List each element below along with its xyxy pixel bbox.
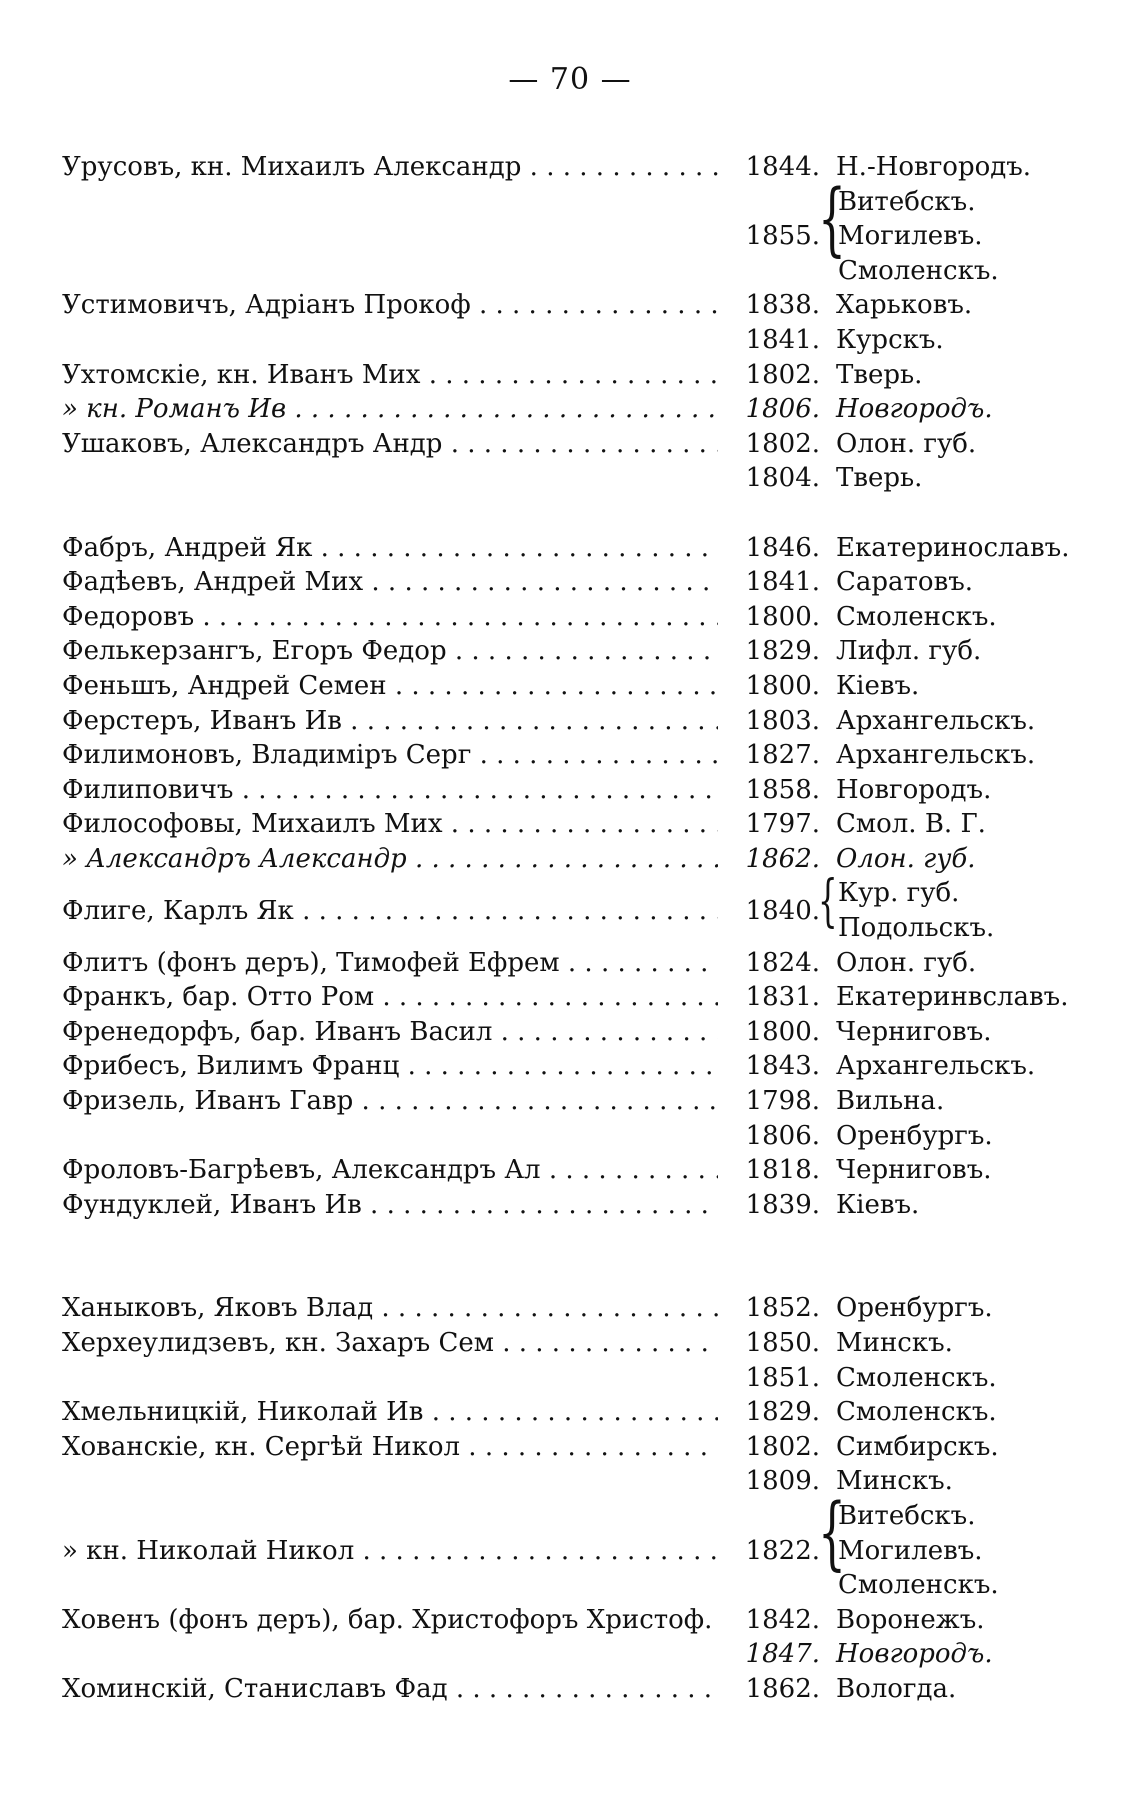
register-entry: [0, 773, 1140, 808]
entry-year: 1847.: [745, 1639, 820, 1670]
entry-name: Ухтомскіе, кн. Иванъ Мих . . .: [62, 358, 718, 393]
entry-place: Архангельскъ.: [836, 740, 1036, 771]
entry-year: 1800.: [745, 601, 820, 632]
entry-place: Саратовъ.: [836, 567, 974, 598]
register-entry: [0, 634, 1140, 669]
entry-place: Симбирскъ.: [836, 1431, 999, 1462]
entry-year: 1824.: [745, 947, 820, 978]
entry-name: Урусовъ, кн. Михаилъ Александр . . .: [62, 150, 718, 185]
entry-name: » кн. Романъ Ив . . .: [62, 392, 718, 427]
register-entry: [0, 427, 1140, 462]
entry-name: Хмельницкій, Николай Ив . . .: [62, 1395, 718, 1430]
entry-place: Черниговъ.: [836, 1155, 992, 1186]
register-entry: [0, 946, 1140, 981]
register-entry: [0, 1188, 1140, 1223]
entry-place: Архангельскъ.: [836, 705, 1036, 736]
entry-place: Смоленскъ.: [838, 255, 999, 286]
entry-place: Харьковъ.: [836, 290, 973, 321]
entry-place: Оренбургъ.: [836, 1120, 993, 1151]
entry-name: Фрибесъ, Вилимъ Франц . . .: [62, 1049, 718, 1084]
register-entry: [0, 171, 1140, 289]
register-entry: [0, 1015, 1140, 1050]
entry-year: 1797.: [745, 809, 820, 840]
entry-year: 1862.: [745, 1673, 820, 1704]
entry-year: 1831.: [745, 982, 820, 1013]
entry-year: 1841.: [745, 567, 820, 598]
entry-year: 1827.: [745, 740, 820, 771]
register-entry: [0, 323, 1140, 358]
entry-places: [838, 1499, 999, 1603]
entry-place: Могилевъ.: [838, 221, 983, 252]
entry-name: Фризель, Иванъ Гавр . . .: [62, 1084, 718, 1119]
register-entry: [0, 869, 1140, 945]
entry-place: Архангельскъ.: [836, 1051, 1036, 1082]
entry-year: 1846.: [745, 532, 820, 563]
entry-places: [838, 876, 994, 945]
register-entry: [0, 358, 1140, 393]
register-entry: [0, 392, 1140, 427]
register-entry: [0, 1361, 1140, 1396]
entry-place: Екатеринославъ.: [836, 532, 1070, 563]
entry-place: Смоленскъ.: [836, 601, 997, 632]
entry-place: Минскъ.: [836, 1328, 953, 1359]
register-entry: [0, 150, 1140, 185]
entry-place: Олон. губ.: [836, 428, 977, 459]
entry-place: Черниговъ.: [836, 1016, 992, 1047]
entry-place: Витебскъ.: [838, 1500, 976, 1531]
entry-year: 1802.: [745, 1431, 820, 1462]
entry-place: Могилевъ.: [838, 1535, 983, 1566]
entry-name: Филимоновъ, Владиміръ Серг . . .: [62, 738, 718, 773]
register-entry: [0, 1291, 1140, 1326]
entry-name: Фундуклей, Иванъ Ив . . .: [62, 1188, 718, 1223]
entry-name: Ушаковъ, Александръ Андр . . .: [62, 427, 718, 462]
entry-name: Хоминскій, Станиславъ Фад . . .: [62, 1672, 718, 1707]
entry-name: Фабръ, Андрей Як . . .: [62, 531, 718, 566]
section-gap: [0, 1222, 1140, 1291]
entry-year: 1809.: [745, 1466, 820, 1497]
register-entry: [0, 1326, 1140, 1361]
entry-place: Оренбургъ.: [836, 1293, 993, 1324]
entry-place: Смол. В. Г.: [836, 809, 986, 840]
entry-year: 1852.: [745, 1293, 820, 1324]
entry-place: Кіевъ.: [836, 1189, 920, 1220]
entry-name: Философовы, Михаилъ Мих . . .: [62, 807, 718, 842]
entry-year: 1842.: [745, 1604, 820, 1635]
entry-place: Вильна.: [836, 1086, 945, 1117]
register-entry: [0, 1119, 1140, 1154]
entry-name: Филиповичъ . . .: [62, 773, 718, 808]
entry-year: 1803.: [745, 705, 820, 736]
register-entry: [0, 1485, 1140, 1603]
register-entry: [0, 807, 1140, 842]
entry-name: Хованскіе, кн. Сергѣй Никол . . .: [62, 1430, 718, 1465]
entry-year: 1806.: [745, 394, 820, 425]
entry-place: Новгородъ.: [836, 394, 993, 425]
entry-name: Устимовичъ, Адріанъ Прокоф . . .: [62, 288, 718, 323]
entry-name: Флитъ (фонъ деръ), Тимофей Ефрем . . .: [62, 946, 718, 981]
entry-name: Френедорфъ, бар. Иванъ Васил . . .: [62, 1015, 718, 1050]
register-entry: [0, 600, 1140, 635]
entry-name: » Александръ Александр . . .: [62, 842, 718, 877]
register-entry: [0, 1637, 1140, 1672]
entry-year: 1862.: [745, 843, 820, 874]
register-entry: [0, 1049, 1140, 1084]
entry-year: 1798.: [745, 1086, 820, 1117]
entry-name: Ферстеръ, Иванъ Ив . . .: [62, 704, 718, 739]
register-entry: [0, 980, 1140, 1015]
entry-place: Н.-Новгородъ.: [836, 152, 1032, 182]
entry-place: Олон. губ.: [836, 947, 977, 978]
entry-year: 1855.: [745, 221, 820, 252]
entry-place: Кур. губ.: [838, 878, 960, 909]
entry-year: 1839.: [745, 1189, 820, 1220]
entry-place: Екатеринвславъ.: [836, 982, 1069, 1013]
entry-name: Фелькерзангъ, Егоръ Федор . . .: [62, 634, 718, 669]
entry-place: Подольскъ.: [838, 913, 995, 944]
entry-year: 1841.: [745, 324, 820, 355]
section-gap: [0, 496, 1140, 531]
entry-name: Флиге, Карлъ Як . . .: [62, 894, 718, 929]
entry-name: Федоровъ . . .: [62, 600, 718, 635]
entry-year: 1822.: [745, 1535, 820, 1566]
entry-name: Фадѣевъ, Андрей Мих . . .: [62, 565, 718, 600]
entry-year: 1818.: [745, 1155, 820, 1186]
entry-year: 1829.: [745, 1397, 820, 1428]
register-entry: [0, 738, 1140, 773]
entry-place: Тверь.: [836, 359, 923, 390]
entry-year: 1851.: [745, 1362, 820, 1393]
register-entry: [0, 565, 1140, 600]
entry-name: » кн. Николай Никол . . .: [62, 1534, 718, 1569]
entry-places: [838, 185, 999, 289]
entry-year: 1802.: [745, 428, 820, 459]
register-entry: [0, 288, 1140, 323]
entry-year: 1850.: [745, 1328, 820, 1359]
entry-name: Феньшъ, Андрей Семен . . .: [62, 669, 718, 704]
register-entry: [0, 1464, 1140, 1499]
register-entry: [0, 1672, 1140, 1707]
brace-icon: {: [818, 869, 838, 935]
entry-name: Ханыковъ, Яковъ Влад . . .: [62, 1291, 718, 1326]
entry-year: 1838.: [745, 290, 820, 321]
brace-icon: {: [818, 1485, 846, 1579]
page-number: — 70 —: [508, 62, 632, 97]
entry-place: Тверь.: [836, 463, 923, 494]
entry-place: Витебскъ.: [838, 186, 976, 217]
register-entry: [0, 704, 1140, 739]
entry-place: Олон. губ.: [836, 843, 976, 874]
register-entry: [0, 842, 1140, 877]
entry-place: Кіевъ.: [836, 670, 920, 701]
entry-year: 1843.: [745, 1051, 820, 1082]
register-entry: [0, 1084, 1140, 1119]
entry-place: Курскъ.: [836, 324, 944, 355]
entry-year: 1840.: [745, 895, 820, 926]
register-entry: [0, 531, 1140, 566]
entry-year: 1800.: [745, 1016, 820, 1047]
register-entry: [0, 1395, 1140, 1430]
entry-year: 1802.: [745, 359, 820, 390]
brace-icon: {: [818, 171, 846, 265]
register-entries: [0, 150, 1140, 1707]
entry-place: Смоленскъ.: [836, 1397, 997, 1428]
entry-place: Смоленскъ.: [836, 1362, 997, 1393]
entry-name: Херхеулидзевъ, кн. Захаръ Сем . . .: [62, 1326, 718, 1361]
entry-place: Минскъ.: [836, 1466, 953, 1497]
entry-place: Лифл. губ.: [836, 636, 982, 667]
entry-place: Воронежъ.: [836, 1604, 985, 1635]
entry-year: 1804.: [745, 463, 820, 494]
entry-place: Смоленскъ.: [838, 1570, 999, 1601]
entry-year: 1806.: [745, 1120, 820, 1151]
register-entry: [0, 1603, 1140, 1638]
entry-place: Новгородъ.: [836, 774, 992, 805]
entry-year: 1858.: [745, 774, 820, 805]
entry-year: 1800.: [745, 670, 820, 701]
entry-name: Фроловъ-Багрѣевъ, Александръ Ал . . .: [62, 1153, 718, 1188]
entry-place: Вологда.: [836, 1673, 957, 1704]
entry-year: 1829.: [745, 636, 820, 667]
register-entry: [0, 1153, 1140, 1188]
register-entry: [0, 669, 1140, 704]
entry-year: 1844.: [745, 152, 820, 182]
entry-place: Новгородъ.: [836, 1639, 993, 1670]
entry-name: Ховенъ (фонъ деръ), бар. Христофоръ Христоф.: [62, 1604, 713, 1635]
register-entry: [0, 1430, 1140, 1465]
register-entry: [0, 461, 1140, 496]
entry-name: Франкъ, бар. Отто Ром . . .: [62, 980, 718, 1015]
